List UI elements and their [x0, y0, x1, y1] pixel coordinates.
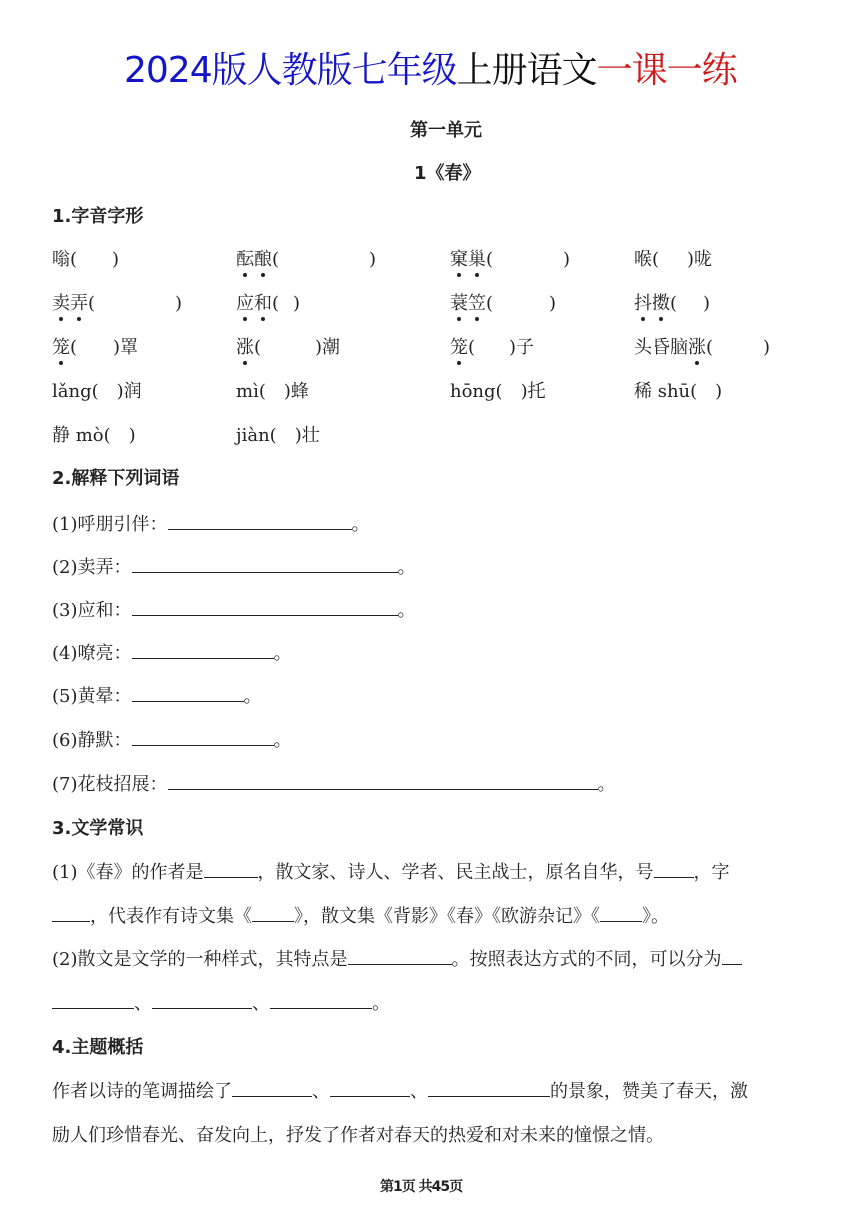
answer-blank[interactable] [52, 903, 90, 922]
pron-item: 窠巢( ) [450, 249, 571, 270]
answer-blank[interactable] [132, 683, 244, 702]
page-number: 第1页 共45页 [380, 1179, 463, 1195]
answer-blank[interactable] [654, 859, 694, 878]
literature-line: (1)《春》的作者是 ，散文家、诗人、学者、民主战士，原名自华，号 ，字 [52, 858, 730, 884]
pron-item: 应和( ) [236, 293, 301, 314]
theme-line: 作者以诗的笔调描绘了 、 、 的景象，赞美了春天，激 [52, 1077, 748, 1103]
title-grade: 2024版人教版七年级 [124, 50, 457, 91]
pron-item: lǎng( )润 [52, 381, 142, 402]
section-heading-pronunciation: 1.字音字形 [52, 206, 144, 227]
answer-blank[interactable] [168, 511, 352, 530]
answer-blank[interactable] [132, 554, 398, 573]
pron-item: 酝酿( ) [236, 249, 377, 270]
pron-item: mì( )蜂 [236, 381, 309, 402]
answer-blank[interactable] [252, 903, 294, 922]
answer-blank[interactable] [168, 771, 598, 790]
vocab-item: (4)嘹亮： 。 [52, 639, 292, 665]
vocab-item: (7)花枝招展： 。 [52, 770, 616, 796]
pron-item: 喉( )咙 [634, 249, 713, 270]
literature-line: (2)散文是文学的一种样式，其特点是 。按照表达方式的不同，可以分为 [52, 945, 742, 971]
pron-item: 稀 shū( ) [634, 381, 723, 402]
answer-blank[interactable] [330, 1078, 410, 1097]
vocab-item: (5)黄晕： 。 [52, 682, 262, 708]
unit-heading: 第一单元 [410, 120, 482, 141]
answer-blank[interactable] [348, 946, 452, 965]
answer-blank[interactable] [428, 1078, 550, 1097]
section-heading-literature: 3.文学常识 [52, 818, 144, 839]
answer-blank[interactable] [52, 990, 134, 1009]
theme-line: 励人们珍惜春光、奋发向上，抒发了作者对春天的热爱和对未来的憧憬之情。 [52, 1125, 664, 1146]
pron-item: 笼( )罩 [52, 337, 139, 358]
answer-blank[interactable] [204, 859, 258, 878]
literature-line: 、 、 。 [52, 989, 390, 1015]
pron-item: jiàn( )壮 [236, 425, 320, 446]
section-heading-vocabulary: 2.解释下列词语 [52, 468, 180, 489]
answer-blank[interactable] [232, 1078, 312, 1097]
section-heading-theme: 4.主题概括 [52, 1037, 144, 1058]
title-series: 一课一练 [596, 50, 737, 91]
pron-item: 涨( )潮 [236, 337, 341, 358]
pron-item: 静 mò( ) [52, 425, 136, 446]
answer-blank[interactable] [722, 946, 742, 965]
pron-item: 抖擞( ) [634, 293, 711, 314]
lesson-heading: 1《春》 [414, 163, 481, 184]
answer-blank[interactable] [132, 640, 274, 659]
pron-item: 头昏脑涨( ) [634, 337, 771, 358]
answer-blank[interactable] [132, 597, 398, 616]
literature-line: ，代表作有诗文集《 》，散文集《背影》《春》《欧游杂记》《 》。 [52, 902, 669, 928]
document-title [124, 42, 737, 93]
vocab-item: (6)静默： 。 [52, 726, 292, 752]
pron-item: 笼( )子 [450, 337, 535, 358]
answer-blank[interactable] [270, 990, 372, 1009]
answer-blank[interactable] [152, 990, 252, 1009]
title-subject: 上册语文 [456, 50, 597, 91]
pron-item: 卖弄( ) [52, 293, 183, 314]
pron-item: 蓑笠( ) [450, 293, 557, 314]
pron-item: 嗡( ) [52, 249, 120, 270]
answer-blank[interactable] [600, 903, 642, 922]
pron-item: hōng( )托 [450, 381, 546, 402]
answer-blank[interactable] [132, 727, 274, 746]
vocab-item: (2)卖弄： 。 [52, 553, 416, 579]
vocab-item: (1)呼朋引伴： 。 [52, 510, 370, 536]
vocab-item: (3)应和： 。 [52, 596, 416, 622]
